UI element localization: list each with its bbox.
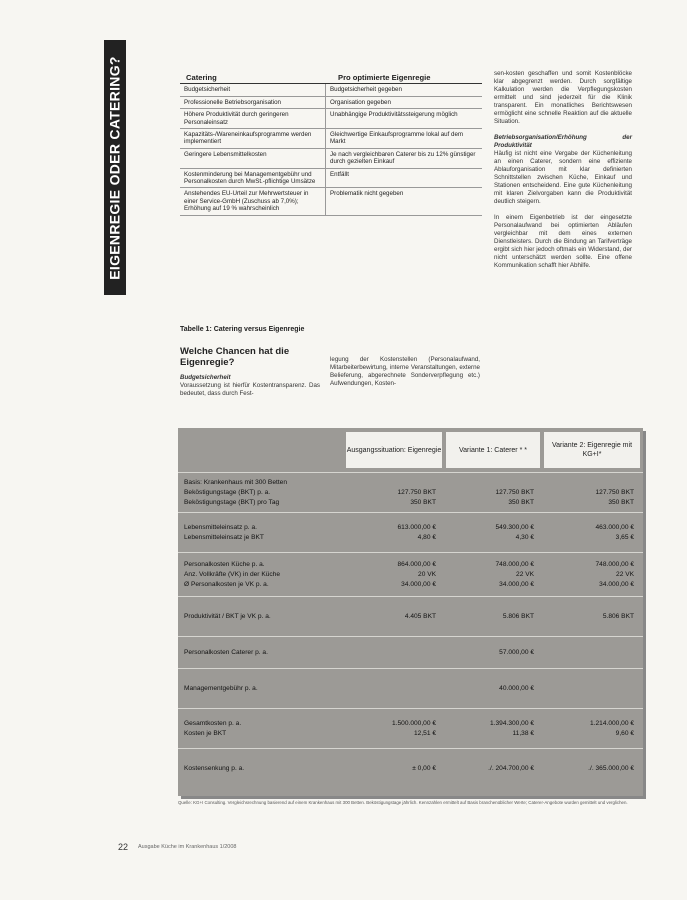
row-value: 34.000,00 € [599,581,634,588]
comparison-row [180,169,482,189]
row-value: 127.750 BKT [595,489,634,496]
section-sidebar [104,40,126,295]
row-label: Lebensmitteleinsatz p. a. [184,524,257,531]
row-label: Beköstigungstage (BKT) pro Tag [184,499,280,506]
comparison-row [180,149,482,169]
row-value: 4,80 € [417,534,436,541]
row-value: 127.750 BKT [495,489,534,496]
comparison-row [180,188,482,215]
row-value: 748.000,00 € [495,561,534,568]
subheading-budget: Budgetsicherheit [180,374,231,381]
cost-comparison-table [178,428,643,796]
cell-eigenregie: Gleichwertige Einkaufsprogramme lokal auf dem Markt [330,131,464,146]
row-label: Ø Personalkosten je VK p. a. [184,581,269,588]
article-heading: Welche Chancen hat die Eigenregie? [180,346,290,368]
table-caption: Tabelle 1: Catering versus Eigenregie [180,326,305,333]
row-value: 350 BKT [508,499,534,506]
row-label: Gesamtkosten p. a. [184,720,242,727]
cell-catering: Kapazitäts-/Wareneinkaufsprogramme werden implementiert [180,129,326,148]
cost-table-row [178,708,643,749]
cost-table-row [178,512,643,553]
article-col-2: legung der Kostenstellen (Personalaufwand, Mitarbeiterbewirtung, interne Veranstaltungen, externe Belieferung, abgerechnete Sonderverpflegung etc.) Aufwendungen, Kosten- [330,356,480,387]
header-ausgangssituation: Ausgangssituation: Eigenregie [346,432,442,468]
row-value: ./. 365.000,00 € [588,765,634,772]
cell-eigenregie: Unabhängige Produktivitätssteigerung möglich [330,111,458,119]
row-label: Anz. Vollkräfte (VK) in der Küche [184,571,281,578]
row-value: 22 VK [616,571,634,578]
cost-table-row [178,668,643,709]
comparison-table-header [180,72,482,84]
cost-table-row [178,552,643,597]
row-value: 613.000,00 € [397,524,436,531]
cost-table-row [178,472,643,513]
header-variante-1: Variante 1: Caterer * * [446,432,540,468]
paragraph: In einem Eigenbetrieb ist der eingesetzte Personalaufwand bei optimierten Abläufen vergleichbar mit dem eines externen Dienstleisters. Durch die Bindung an Tarifverträge ergibt sich hier jedoch oftmals ein Widerstand, der nicht unterschätzt werden sollte. Eine offene Kommunikation schafft hier Abhilfe. [494,214,632,269]
row-value: 350 BKT [608,499,634,506]
row-label: Basis: Krankenhaus mit 300 Betten [184,479,287,486]
cell-catering: Geringere Lebensmittelkosten [180,149,326,168]
row-value: 9,60 € [615,730,634,737]
row-value: 127.750 BKT [397,489,436,496]
publication-name: Ausgabe Küche im Krankenhaus 1/2008 [138,844,237,850]
row-value: ± 0,00 € [412,765,436,772]
comparison-row [180,109,482,129]
cell-eigenregie: Budgetsicherheit gegeben [330,86,402,94]
row-value: 463.000,00 € [595,524,634,531]
row-value: 4,30 € [515,534,534,541]
page-number: 22 [118,842,129,852]
cell-catering: Kostenminderung bei Managementgebühr und Personalkosten durch MwSt.-pflichtige Umsätze [180,169,326,188]
cell-catering: Anstehendes EU-Urteil zur Mehrwertsteuer in einer Service-GmbH (Zuschuss ab 7,0%); Erhöhung auf 19 % wahrscheinlich [180,188,326,214]
paragraph: sen-kosten geschaffen und somit Kostenblöcke klar abgegrenzt werden. Durch sorgfältige Kalkulation werden die Verpflegungskosten ermittelt und sind jederzeit für die Klinik transparent. Ein monatliches Berichtswesen ermöglicht eine schnelle Reaktion auf die aktuelle Situation. [494,70,632,125]
header-catering: Catering [186,73,217,82]
comparison-row [180,129,482,149]
row-value: 3,65 € [615,534,634,541]
row-value: 4.405 BKT [404,613,436,620]
row-value: 748.000,00 € [595,561,634,568]
article-col-1 [180,374,320,398]
row-value: ./. 204.700,00 € [488,765,534,772]
row-value: 20 VK [418,571,436,578]
header-eigenregie: Pro optimierte Eigenregie [338,73,431,82]
footnote: Quelle: KG+I Consulting. Vergleichsrechnung basierend auf einem Krankenhaus mit 300 Betten. Beköstigungstage jährlich. Kennzahlen ermittelt auf Basis branchenüblicher Werte; Caterer-Angebote wurden gemittelt und verglichen. [178,800,628,805]
row-value: 549.300,00 € [495,524,534,531]
row-value: 350 BKT [410,499,436,506]
comparison-row [180,97,482,109]
row-label: Personalkosten Küche p. a. [184,561,265,568]
row-value: 22 VK [516,571,534,578]
cell-catering: Budgetsicherheit [180,84,326,95]
row-value: 864.000,00 € [397,561,436,568]
comparison-table [180,72,482,216]
section-title: EIGENREGIE ODER CATERING? [107,55,124,280]
article-col-3 [494,70,632,270]
row-value: 1.394.300,00 € [490,720,534,727]
cell-eigenregie: Problematik nicht gegeben [330,190,404,198]
row-value: 1.500.000,00 € [392,720,436,727]
cell-catering: Höhere Produktivität durch geringeren Personaleinsatz [180,109,326,128]
row-label: Beköstigungstage (BKT) p. a. [184,489,271,496]
cost-table-header [178,432,643,468]
cost-table-row [178,748,643,789]
paragraph: Häufig ist nicht eine Vergabe der Küchenleitung an einen Caterer, sondern eine effiziente Ablauforganisation mit klar definierten Schnittstellen zwischen Küche, Einkauf und Stationen entscheidend. Eine gute Küchenleitung mit klaren Zielvorgaben kann die Produktivität deutlich steigern. [494,150,632,205]
subheading-organisation: Betriebsorganisation/Erhöhung der Produktivität [494,134,632,149]
row-value: 1.214.000,00 € [590,720,634,727]
cell-catering: Professionelle Betriebsorganisation [180,97,326,108]
row-label: Personalkosten Caterer p. a. [184,649,268,656]
header-variante-2: Variante 2: Eigenregie mit KG+I* [544,432,640,468]
cell-eigenregie: Je nach vergleichbaren Caterer bis zu 12% günstiger durch gezielten Einkauf [330,150,476,166]
row-value: 34.000,00 € [401,581,436,588]
row-value: 57.000,00 € [499,649,534,656]
cost-table-row [178,596,643,637]
row-label: Produktivität / BKT je VK p. a. [184,613,271,620]
cost-table-row [178,636,643,669]
row-value: 11,38 € [512,730,534,737]
paragraph: Voraussetzung ist hierfür Kostentransparenz. Das bedeutet, dass durch Fest- [180,382,320,397]
row-value: 12,51 € [414,730,436,737]
row-value: 34.000,00 € [499,581,534,588]
cell-eigenregie: Organisation gegeben [330,98,391,106]
row-label: Lebensmitteleinsatz je BKT [184,534,264,541]
row-value: 5.806 BKT [502,613,534,620]
comparison-row [180,84,482,96]
row-label: Kostensenkung p. a. [184,765,245,772]
row-label: Managementgebühr p. a. [184,685,258,692]
row-value: 5.806 BKT [602,613,634,620]
cell-eigenregie: Entfällt [330,170,349,178]
page-footer [118,842,236,852]
row-value: 40.000,00 € [499,685,534,692]
row-label: Kosten je BKT [184,730,227,737]
